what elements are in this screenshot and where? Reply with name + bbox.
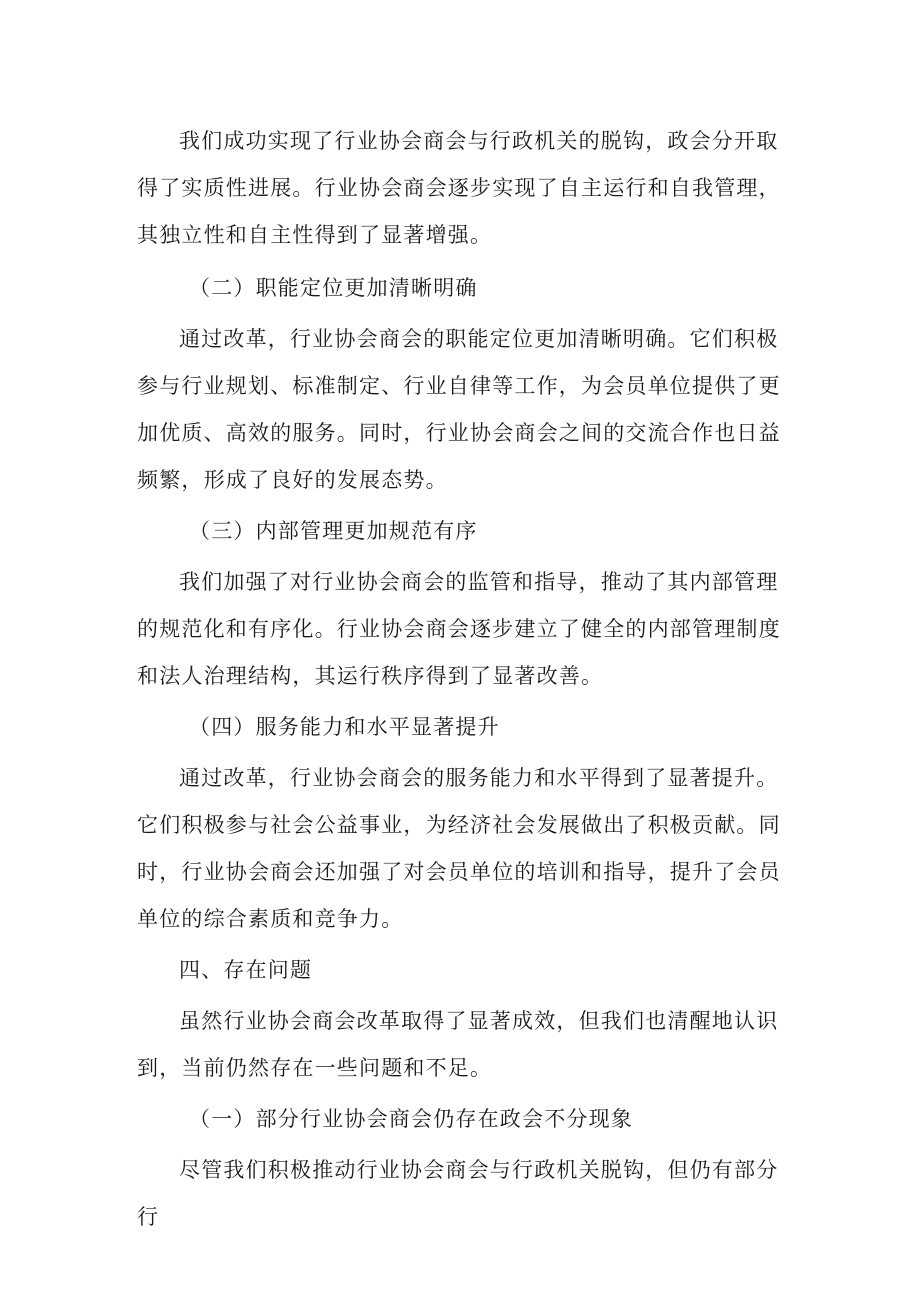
paragraph-decoupling-incomplete: 尽管我们积极推动行业协会商会与行政机关脱钩，但仍有部分行: [137, 1158, 779, 1229]
paragraph-existing-problems: 虽然行业协会商会改革取得了显著成效，但我们也清醒地认识到，当前仍然存在一些问题和不足。: [137, 1009, 779, 1080]
subheading-internal-management: （三）内部管理更加规范有序: [189, 519, 478, 543]
subheading-government-association-separation: （一）部分行业协会商会仍存在政会不分现象: [189, 1107, 633, 1131]
document-body: [137, 118, 797, 1241]
subheading-service-capacity: （四）服务能力和水平显著提升: [189, 715, 500, 739]
paragraph-service-capacity: 通过改革，行业协会商会的服务能力和水平得到了显著提升。它们积极参与社会公益事业，为经济社会发展做出了积极贡献。同时，行业协会商会还加强了对会员单位的培训和指导，提升了会员单位的综合素质和竞争力。: [137, 766, 781, 931]
paragraph-internal-management: 我们加强了对行业协会商会的监管和指导，推动了其内部管理的规范化和有序化。行业协会商会逐步建立了健全的内部管理制度和法人治理结构，其运行秩序得到了显著改善。: [137, 570, 781, 688]
subheading-function-positioning: （二）职能定位更加清晰明确: [189, 276, 478, 300]
section-heading-existing-problems: 四、存在问题: [179, 958, 313, 982]
paragraph-decoupling-progress: 我们成功实现了行业协会商会与行政机关的脱钩，政会分开取得了实质性进展。行业协会商会逐步实现了自主运行和自我管理，其独立性和自主性得到了显著增强。: [137, 129, 781, 247]
paragraph-function-positioning: 通过改革，行业协会商会的职能定位更加清晰明确。它们积极参与行业规划、标准制定、行业自律等工作，为会员单位提供了更加优质、高效的服务。同时，行业协会商会之间的交流合作也日益频繁，形成了良好的发展态势。: [137, 327, 781, 492]
